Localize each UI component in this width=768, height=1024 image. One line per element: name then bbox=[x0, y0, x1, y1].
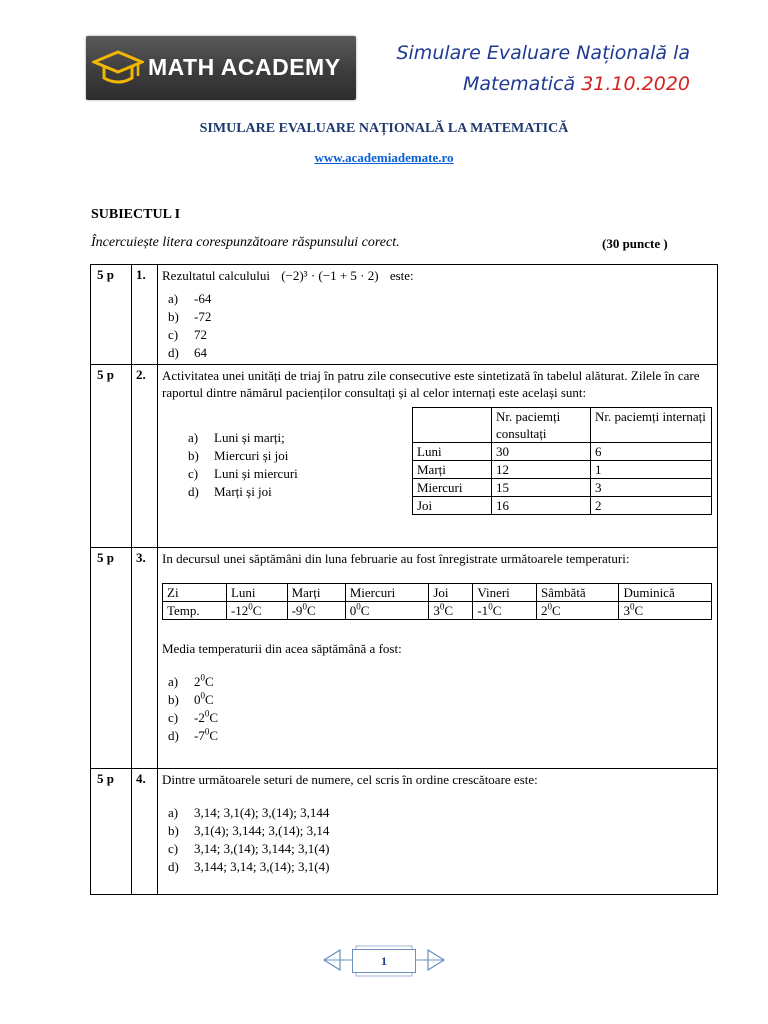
instruction-text: Încercuiește litera corespunzătoare răspunsului corect. bbox=[91, 235, 400, 250]
table-header-cell bbox=[413, 408, 492, 443]
question-points: 5 p bbox=[91, 548, 132, 769]
table-row: Marți 12 1 bbox=[413, 461, 712, 479]
question-points: 5 p bbox=[91, 365, 132, 548]
table-row: Zi Luni Marți Miercuri Joi Vineri Sâmbătă Duminică bbox=[163, 584, 712, 602]
answer-option[interactable]: a) Luni și marți; bbox=[188, 430, 285, 445]
math-academy-logo bbox=[86, 36, 356, 100]
question-row bbox=[91, 265, 718, 365]
answer-option[interactable]: d) $-7^0C$ bbox=[168, 726, 219, 743]
question-text: Activitatea unei unități de triaj în patru zile consecutive este sintetizată în tabelul alăturat. Zilele în care raportul dintre nămărul pacienților consultați și al celor internați este același sunt: bbox=[162, 368, 700, 400]
temperature-table bbox=[162, 583, 712, 620]
table-header-cell: Nr. paciemți consultați bbox=[492, 408, 591, 443]
answer-option[interactable]: b) 3,1(4); 3,144; 3,(14); 3,14 bbox=[168, 823, 330, 838]
question-row bbox=[91, 548, 718, 769]
logo-text: MATH ACADEMY bbox=[148, 54, 341, 80]
answer-option[interactable]: c) $-2^0C$ bbox=[168, 708, 219, 725]
answer-option[interactable]: a) $2^0C$ bbox=[168, 672, 214, 689]
question-text-after: este: bbox=[389, 268, 414, 283]
answer-option[interactable]: d) 64 bbox=[168, 345, 207, 360]
answer-options bbox=[162, 290, 713, 362]
question-row bbox=[91, 769, 718, 895]
math-expression: (−2)³ · (−1 + 5 · 2) bbox=[281, 268, 379, 283]
answer-option[interactable]: b) $0^0C$ bbox=[168, 690, 214, 707]
question-row bbox=[91, 365, 718, 548]
page-number: 1 bbox=[352, 949, 416, 973]
answer-option[interactable]: a) -64 bbox=[168, 291, 212, 306]
answer-option[interactable]: c) 3,14; 3,(14); 3,144; 3,1(4) bbox=[168, 841, 330, 856]
question-text bbox=[162, 267, 713, 284]
header-title-line2: Matematică bbox=[463, 73, 576, 95]
answer-option[interactable]: d) 3,144; 3,14; 3,(14); 3,1(4) bbox=[168, 859, 330, 874]
questions-table bbox=[90, 264, 718, 895]
website-link[interactable]: www.academiademate.ro bbox=[314, 150, 454, 165]
header-date: 31.10.2020 bbox=[581, 73, 690, 95]
question-number: 2. bbox=[132, 365, 158, 548]
table-row: Temp. $-12^0C$ $-9^0C$ $0^0C$ $3^0C$ $-1^0C$ $2^0C$ $3^0C$ bbox=[163, 602, 712, 620]
table-row: Joi 16 2 bbox=[413, 497, 712, 515]
header-title bbox=[396, 38, 690, 100]
patients-table bbox=[412, 407, 712, 515]
question-text: Dintre următoarele seturi de numere, cel scris în ordine crescătoare este: bbox=[162, 772, 538, 787]
answer-option[interactable]: b) Miercuri și joi bbox=[188, 448, 289, 463]
graduation-cap-icon bbox=[92, 48, 144, 88]
answer-option[interactable]: c) 72 bbox=[168, 327, 207, 342]
table-row: Miercuri 15 3 bbox=[413, 479, 712, 497]
answer-option[interactable]: c) Luni și miercuri bbox=[188, 466, 298, 481]
answer-options bbox=[182, 429, 298, 501]
question-subtext: Media temperaturii din acea săptămână a fost: bbox=[162, 641, 402, 656]
document-title: SIMULARE EVALUARE NAȚIONALĂ LA MATEMATICĂ bbox=[199, 121, 569, 136]
question-points: 5 p bbox=[91, 265, 132, 365]
question-text: In decursul unei săptămâni din luna februarie au fost înregistrate următoarele temperaturi: bbox=[162, 551, 630, 566]
question-text-before: Rezultatul calculului bbox=[162, 268, 270, 283]
table-header-cell: Nr. paciemți internați bbox=[591, 408, 712, 443]
answer-options bbox=[162, 673, 713, 745]
answer-option[interactable]: d) Marți și joi bbox=[188, 484, 272, 499]
total-points: (30 puncte ) bbox=[602, 236, 668, 251]
answer-options bbox=[162, 804, 713, 876]
answer-option[interactable]: a) 3,14; 3,1(4); 3,(14); 3,144 bbox=[168, 805, 330, 820]
question-number: 4. bbox=[132, 769, 158, 895]
subject-heading: SUBIECTUL I bbox=[91, 207, 181, 222]
question-number: 3. bbox=[132, 548, 158, 769]
question-number: 1. bbox=[132, 265, 158, 365]
table-row: Luni 30 6 bbox=[413, 443, 712, 461]
question-points: 5 p bbox=[91, 769, 132, 895]
header-title-line1: Simulare Evaluare Națională la bbox=[396, 42, 690, 64]
answer-option[interactable]: b) -72 bbox=[168, 309, 212, 324]
